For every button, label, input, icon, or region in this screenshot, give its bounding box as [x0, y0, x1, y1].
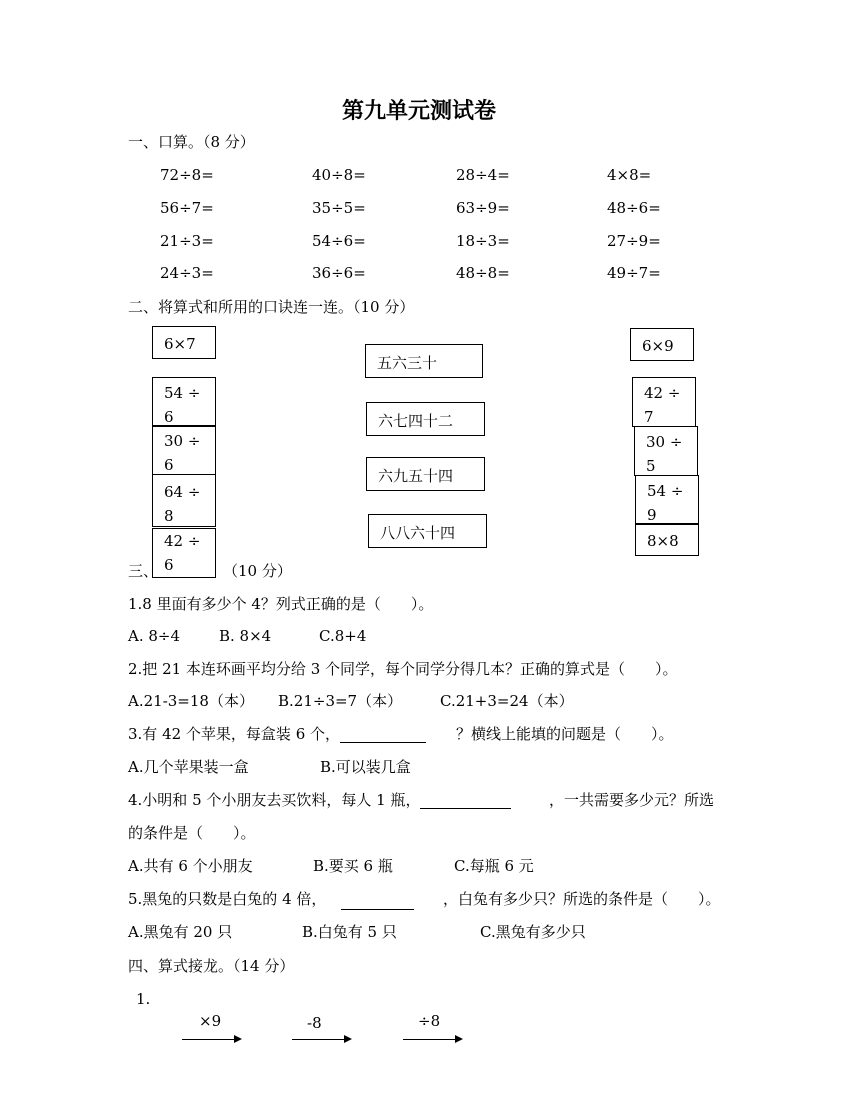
right-expr-box [635, 475, 699, 525]
calc-item: 40÷8= [312, 166, 366, 184]
chain-op-label: ÷8 [418, 1012, 441, 1030]
section-3-heading-suffix: （10 分） [223, 562, 292, 580]
left-expr-box [152, 377, 216, 427]
left-expr-box [152, 425, 216, 475]
question-1: 1.8 里面有多少个 4？列式正确的是（ ）。 [128, 595, 434, 613]
q3-blank-line [340, 742, 426, 743]
q3-option-a: A.几个苹果装一盒 [128, 758, 249, 776]
expr-text: 42 ÷ 7 [644, 384, 681, 426]
item-number: 1. [136, 990, 151, 1008]
calc-item: 4×8= [607, 166, 652, 184]
calc-item: 54÷6= [312, 232, 366, 250]
right-expr-box [635, 523, 699, 556]
question-5-part-b: ，白兔有多少只？所选的条件是（ ）。 [443, 890, 721, 908]
q2-option-b: B.21÷3=7（本） [278, 692, 403, 710]
question-5-part-a: 5.黑兔的只数是白兔的 4 倍， [128, 890, 327, 908]
q4-blank-line [420, 808, 511, 809]
q2-option-a: A.21-3=18（本） [128, 692, 254, 710]
q1-option-b: B. 8×4 [219, 627, 272, 645]
question-4-part-b: ，一共需要多少元？所选 [549, 791, 715, 809]
expr-text: 30 ÷ 6 [164, 432, 201, 474]
chain-op-label: ×9 [199, 1012, 222, 1030]
calc-item: 28÷4= [456, 166, 510, 184]
q3-option-b: B.可以装几盒 [320, 758, 411, 776]
arrow-right-icon [403, 1039, 461, 1040]
expr-text: 42 ÷ 6 [164, 532, 201, 574]
q4-option-a: A.共有 6 个小朋友 [128, 857, 253, 875]
question-3-part-a: 3.有 42 个苹果，每盒装 6 个， [128, 725, 341, 743]
expr-text: 54 ÷ 6 [164, 384, 201, 426]
calc-item: 24÷3= [160, 264, 214, 282]
calc-item: 35÷5= [312, 199, 366, 217]
rhyme-text: 六九五十四 [378, 467, 454, 485]
q1-option-a: A. 8÷4 [128, 627, 181, 645]
expr-text: 6×7 [164, 335, 196, 353]
arrow-right-icon [292, 1039, 350, 1040]
section-2-heading: 二、将算式和所用的口诀连一连。（10 分） [128, 298, 415, 316]
calc-item: 49÷7= [607, 264, 661, 282]
left-expr-box [152, 528, 216, 578]
rhyme-box [366, 457, 485, 491]
calc-item: 18÷3= [456, 232, 510, 250]
calc-item: 36÷6= [312, 264, 366, 282]
question-4-part-a: 4.小明和 5 个小朋友去买饮料，每人 1 瓶， [128, 791, 421, 809]
section-4-heading: 四、算式接龙。（14 分） [128, 957, 295, 975]
expr-text: 54 ÷ 9 [647, 482, 684, 524]
expr-text: 30 ÷ 5 [646, 433, 683, 475]
calc-item: 27÷9= [607, 232, 661, 250]
rhyme-box [366, 402, 485, 436]
right-expr-box [630, 328, 694, 361]
right-expr-box [634, 426, 698, 476]
calc-item: 72÷8= [160, 166, 214, 184]
calc-item: 63÷9= [456, 199, 510, 217]
q5-option-b: B.白兔有 5 只 [302, 923, 397, 941]
expr-text: 6×9 [642, 337, 674, 355]
calc-item: 56÷7= [160, 199, 214, 217]
rhyme-text: 八八六十四 [380, 524, 456, 542]
page-title: 第九单元测试卷 [342, 99, 497, 124]
rhyme-box [368, 514, 487, 548]
rhyme-text: 六七四十二 [378, 412, 454, 430]
left-expr-box [152, 474, 216, 527]
q5-option-a: A.黑兔有 20 只 [128, 923, 233, 941]
q1-option-c: C.8+4 [319, 627, 367, 645]
section-3-heading-prefix: 三、 [128, 562, 159, 580]
expr-text: 64 ÷ 8 [164, 483, 201, 525]
calc-item: 48÷6= [607, 199, 661, 217]
rhyme-box [365, 344, 483, 378]
calc-item: 48÷8= [456, 264, 510, 282]
left-expr-box [152, 326, 216, 359]
question-3-part-b: ？横线上能填的问题是（ ）。 [456, 725, 674, 743]
rhyme-text: 五六三十 [377, 354, 438, 372]
section-1-heading: 一、口算。（8 分） [128, 133, 255, 151]
q5-blank-line [341, 909, 414, 910]
chain-op-label: -8 [307, 1014, 322, 1032]
q4-option-b: B.要买 6 瓶 [313, 857, 393, 875]
expr-text: 8×8 [647, 532, 679, 550]
question-4-part-c: 的条件是（ ）。 [128, 824, 256, 842]
arrow-right-icon [182, 1039, 240, 1040]
q5-option-c: C.黑兔有多少只 [480, 923, 586, 941]
right-expr-box [632, 377, 696, 427]
calc-item: 21÷3= [160, 232, 214, 250]
q2-option-c: C.21+3=24（本） [440, 692, 574, 710]
question-2: 2.把 21 本连环画平均分给 3 个同学，每个同学分得几本？正确的算式是（ ）。 [128, 660, 678, 678]
q4-option-c: C.每瓶 6 元 [454, 857, 534, 875]
